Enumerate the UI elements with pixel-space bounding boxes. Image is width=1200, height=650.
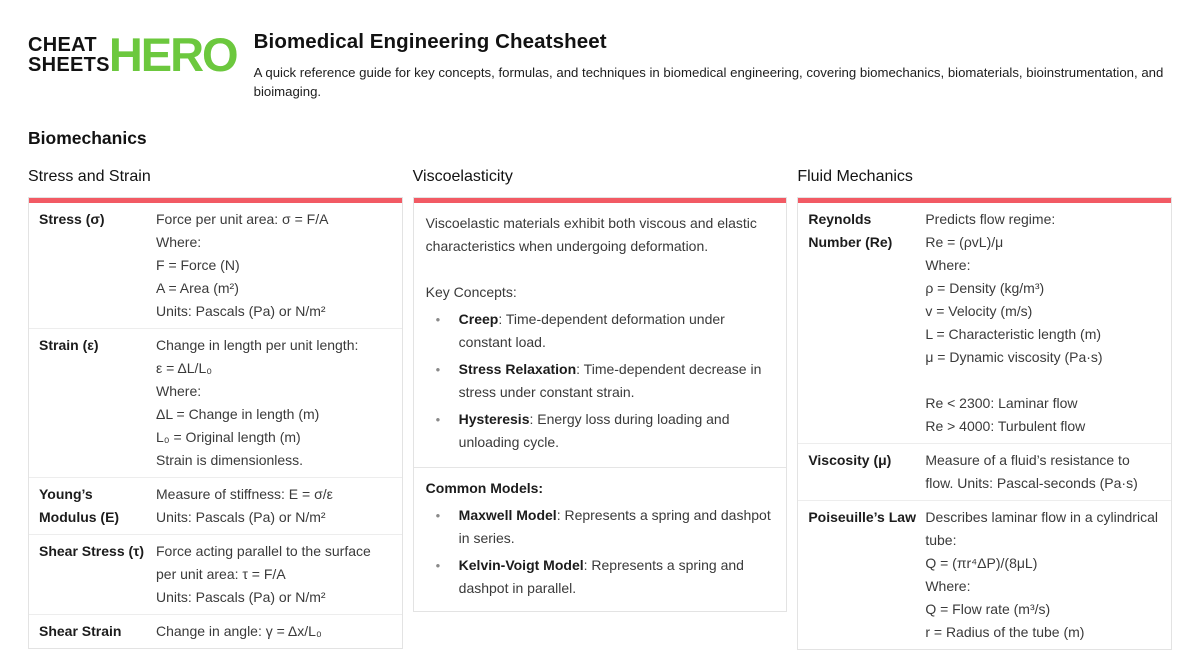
- value-line: Measure of a fluid’s resistance to flow. Units: Pascal-seconds (Pa·s): [925, 452, 1138, 492]
- row-label: Poiseuille’s Law: [808, 509, 916, 526]
- term-definition: : Time-dependent decrease in stress under constant strain.: [458, 361, 762, 401]
- value-line: Measure of stiffness: E = σ/ε: [156, 486, 333, 503]
- row-label: Reynolds Number (Re): [808, 211, 893, 251]
- value-line: v = Velocity (m/s): [925, 303, 1033, 320]
- common-models-heading: Common Models:: [425, 480, 544, 497]
- value-line: Where:: [925, 578, 971, 595]
- value-line: Q = (πr⁴ΔP)/(8μL): [925, 555, 1038, 572]
- page-subtitle: A quick reference guide for key concepts, formulas, and techniques in biomedical engineering, covering biomechanics, biomaterials, bioinstrumentation, and bioimaging.: [253, 65, 1164, 99]
- key-concepts-heading: Key Concepts:: [425, 284, 517, 301]
- row-label: Viscosity (μ): [808, 452, 892, 469]
- row-value: [925, 208, 1161, 438]
- logo-wordmark: [28, 36, 110, 75]
- value-line: ε = ΔL/L₀: [156, 360, 213, 377]
- list-item-stress-relaxation: [426, 358, 775, 404]
- cheatsheetshero-logo: [28, 28, 237, 82]
- page-title: Biomedical Engineering Cheatsheet: [253, 30, 607, 53]
- value-line: Strain is dimensionless.: [156, 452, 304, 469]
- term: Hysteresis: [458, 411, 530, 428]
- row-label: Young’s Modulus (E): [39, 486, 120, 526]
- value-line: Re = (ρvL)/μ: [925, 234, 1004, 251]
- row-value: [925, 449, 1161, 495]
- term: Stress Relaxation: [458, 361, 577, 378]
- viscoelasticity-body: [414, 203, 787, 611]
- card-title-viscoelasticity: Viscoelasticity: [412, 168, 513, 186]
- table-row-stress: [29, 203, 402, 329]
- term: Maxwell Model: [458, 507, 557, 524]
- table-row-viscosity: [798, 444, 1171, 501]
- value-line: Force acting parallel to the surface per unit area: τ = F/A: [156, 543, 371, 583]
- term: Kelvin-Voigt Model: [458, 557, 584, 574]
- row-value: [156, 208, 392, 323]
- card-title-fluid-mechanics: Fluid Mechanics: [797, 168, 913, 186]
- logo-text-cheat: CHEAT: [28, 34, 97, 56]
- term-definition: : Energy loss during loading and unloading cycle.: [458, 411, 730, 451]
- logo-text-hero: HERO: [108, 28, 237, 82]
- title-block: [254, 30, 1172, 101]
- value-line: Where:: [156, 234, 202, 251]
- card-title-stress-and-strain: Stress and Strain: [28, 168, 151, 186]
- row-value: [156, 540, 392, 609]
- row-label: Stress (σ): [39, 211, 105, 228]
- value-line: Change in length per unit length:: [156, 337, 359, 354]
- row-label: Shear Strain: [39, 623, 122, 640]
- value-line: F = Force (N): [156, 257, 240, 274]
- value-line: Units: Pascals (Pa) or N/m²: [156, 303, 326, 320]
- key-concepts-list: [426, 308, 775, 454]
- term-definition: : Represents a spring and dashpot in parallel.: [458, 557, 744, 597]
- value-line: Describes laminar flow in a cylindrical tube:: [925, 509, 1158, 549]
- table-row-poiseuilles-law: [798, 501, 1171, 649]
- viscoelasticity-intro: Viscoelastic materials exhibit both viscous and elastic characteristics when undergoing deformation.: [425, 215, 757, 255]
- common-models-list: [426, 504, 775, 600]
- value-line: Where:: [925, 257, 971, 274]
- value-line: ΔL = Change in length (m): [156, 406, 320, 423]
- header: [28, 0, 1172, 101]
- value-line: r = Radius of the tube (m): [925, 624, 1085, 641]
- value-line: A = Area (m²): [156, 280, 239, 297]
- card-fluid-mechanics: [797, 197, 1172, 650]
- term-definition: : Time-dependent deformation under constant load.: [458, 311, 725, 351]
- table-row-youngs-modulus: [29, 478, 402, 535]
- value-line: Q = Flow rate (m³/s): [925, 601, 1051, 618]
- table-row-shear-stress: [29, 535, 402, 615]
- list-item-creep: [426, 308, 775, 354]
- value-line: Change in angle: γ = Δx/L₀: [156, 623, 322, 640]
- value-line: μ = Dynamic viscosity (Pa·s): [925, 349, 1103, 366]
- row-value: [156, 483, 392, 529]
- card-divider: [414, 467, 787, 468]
- table-row-shear-strain: [29, 615, 402, 648]
- column-stress-and-strain: [28, 149, 403, 649]
- term-definition: : Represents a spring and dashpot in series.: [458, 507, 771, 547]
- section-title-biomechanics: Biomechanics: [28, 128, 147, 149]
- value-line-blank: [925, 369, 1161, 392]
- value-line: Force per unit area: σ = F/A: [156, 211, 329, 228]
- value-line: Predicts flow regime:: [925, 211, 1056, 228]
- column-viscoelasticity: [413, 149, 788, 612]
- row-label: Shear Stress (τ): [39, 543, 145, 560]
- value-line: ρ = Density (kg/m³): [925, 280, 1045, 297]
- table-row-reynolds-number: [798, 203, 1171, 444]
- value-line: Re > 4000: Turbulent flow: [925, 418, 1086, 435]
- card-viscoelasticity: [413, 197, 788, 612]
- value-line: L = Characteristic length (m): [925, 326, 1102, 343]
- row-value: [925, 506, 1161, 644]
- list-item-hysteresis: [426, 408, 775, 454]
- list-item-kelvin-voigt-model: [426, 554, 775, 600]
- value-line: L₀ = Original length (m): [156, 429, 301, 446]
- cards-grid: [28, 149, 1172, 650]
- value-line: Units: Pascals (Pa) or N/m²: [156, 509, 326, 526]
- table-row-strain: [29, 329, 402, 478]
- column-fluid-mechanics: [797, 149, 1172, 650]
- term: Creep: [458, 311, 499, 328]
- card-stress-and-strain: [28, 197, 403, 649]
- value-line: Units: Pascals (Pa) or N/m²: [156, 589, 326, 606]
- value-line: Where:: [156, 383, 202, 400]
- row-value: [156, 620, 392, 643]
- value-line: Re < 2300: Laminar flow: [925, 395, 1078, 412]
- row-label: Strain (ε): [39, 337, 99, 354]
- logo-text-sheets: SHEETS: [28, 53, 110, 76]
- list-item-maxwell-model: [426, 504, 775, 550]
- row-value: [156, 334, 392, 472]
